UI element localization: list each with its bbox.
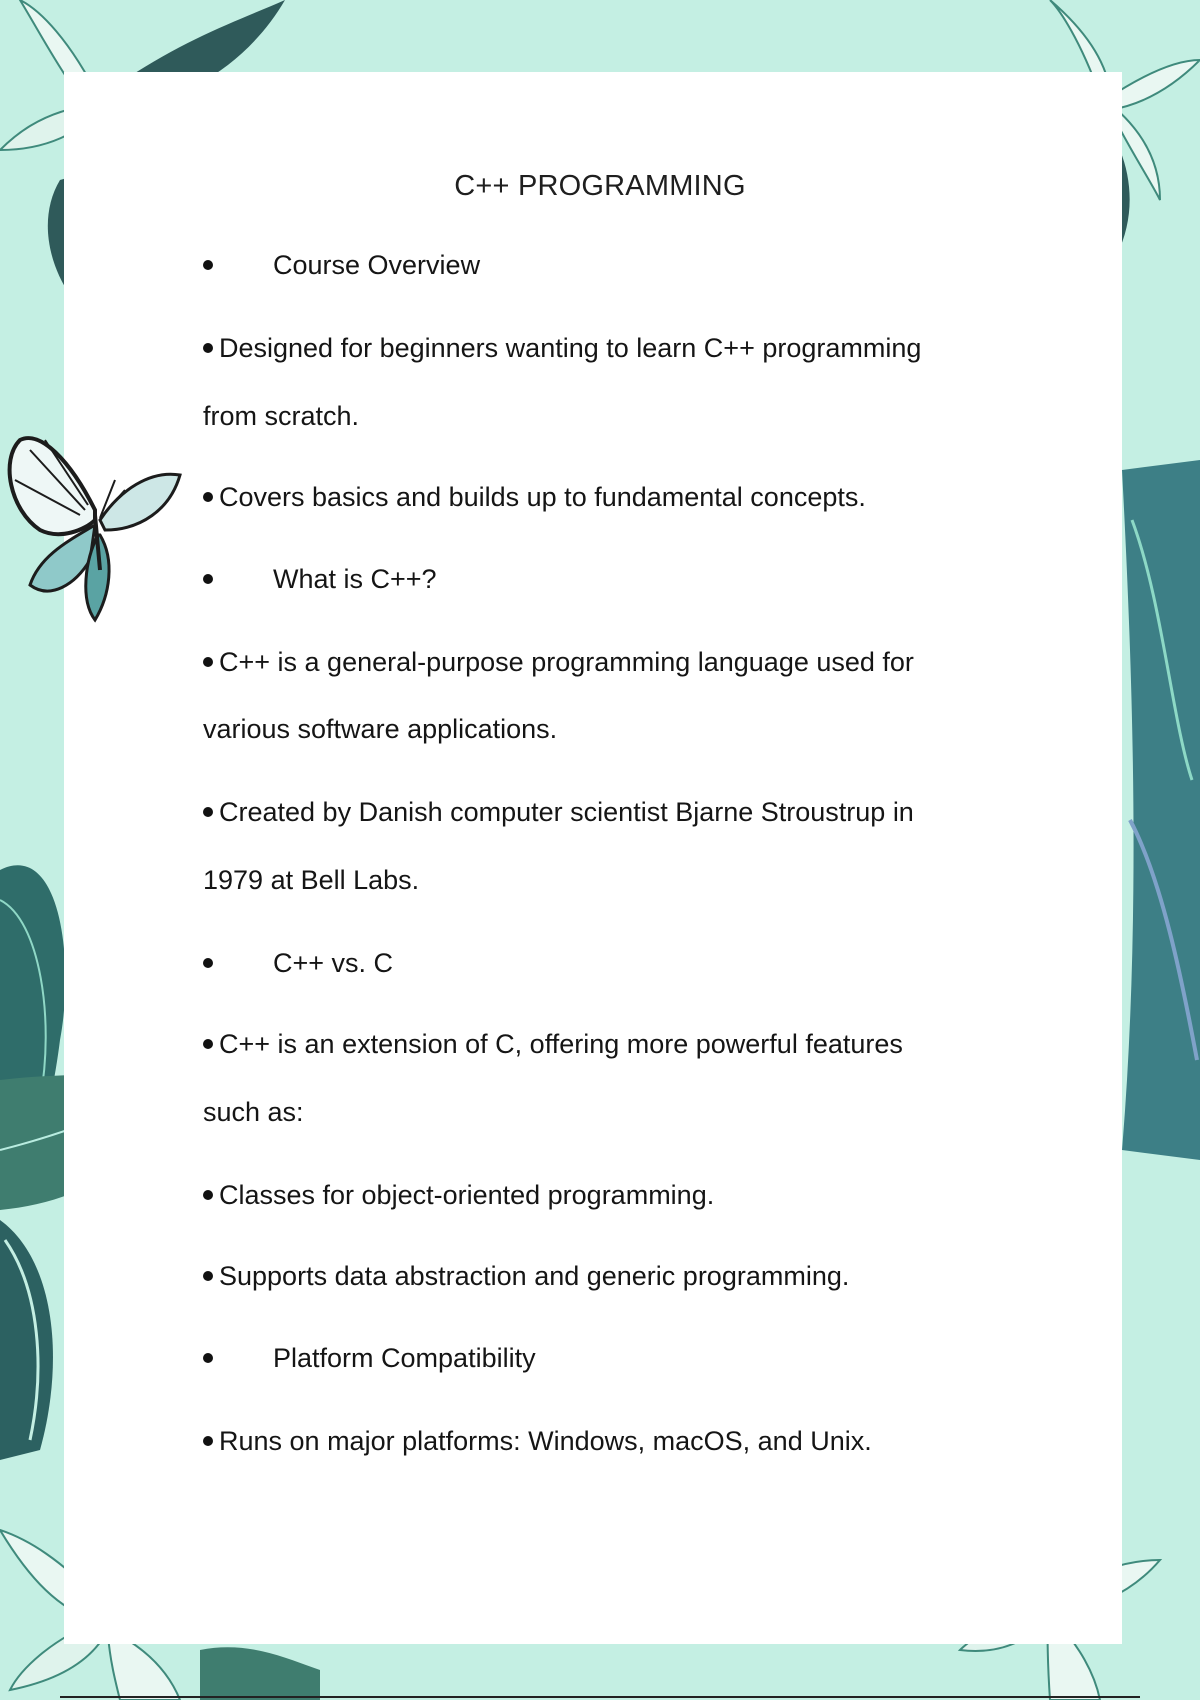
bullet-continuation: various software applications. (203, 714, 558, 744)
bullet-item: Covers basics and builds up to fundamental concepts. (203, 482, 866, 513)
page-bottom-rule (60, 1696, 1140, 1698)
bullet-continuation: from scratch. (203, 401, 360, 431)
bullet-icon (203, 958, 213, 968)
bullet-continuation: such as: (203, 1097, 304, 1127)
bullet-icon (203, 1353, 213, 1363)
bullet-icon (203, 657, 213, 667)
bullet-item: Designed for beginners wanting to learn C++ programming (203, 333, 921, 364)
bullet-item: C++ is an extension of C, offering more powerful features (203, 1029, 903, 1060)
bullet-icon (203, 574, 213, 584)
leaf-icon (1122, 460, 1200, 1160)
bullet-icon (203, 260, 213, 270)
bullet-item: Runs on major platforms: Windows, macOS, and Unix. (203, 1426, 872, 1457)
bullet-icon (203, 343, 213, 353)
bullet-item: C++ is a general-purpose programming language used for (203, 647, 914, 678)
section-heading: Course Overview (203, 250, 213, 281)
document-title: C++ PROGRAMMING (454, 170, 746, 202)
bullet-icon (203, 807, 213, 817)
bullet-item: Classes for object-oriented programming. (203, 1180, 714, 1211)
bullet-icon (203, 1271, 213, 1281)
bullet-icon (203, 1039, 213, 1049)
bullet-icon (203, 1436, 213, 1446)
bullet-item: Supports data abstraction and generic programming. (203, 1261, 849, 1292)
document-page (64, 72, 1122, 1644)
section-heading: What is C++? (203, 564, 213, 595)
bullet-icon (203, 1190, 213, 1200)
bullet-icon (203, 492, 213, 502)
butterfly-icon (0, 420, 190, 630)
bullet-item: Created by Danish computer scientist Bjarne Stroustrup in (203, 797, 914, 828)
bullet-continuation: 1979 at Bell Labs. (203, 865, 420, 895)
section-heading: Platform Compatibility (203, 1343, 213, 1374)
section-heading: C++ vs. C (203, 948, 213, 979)
